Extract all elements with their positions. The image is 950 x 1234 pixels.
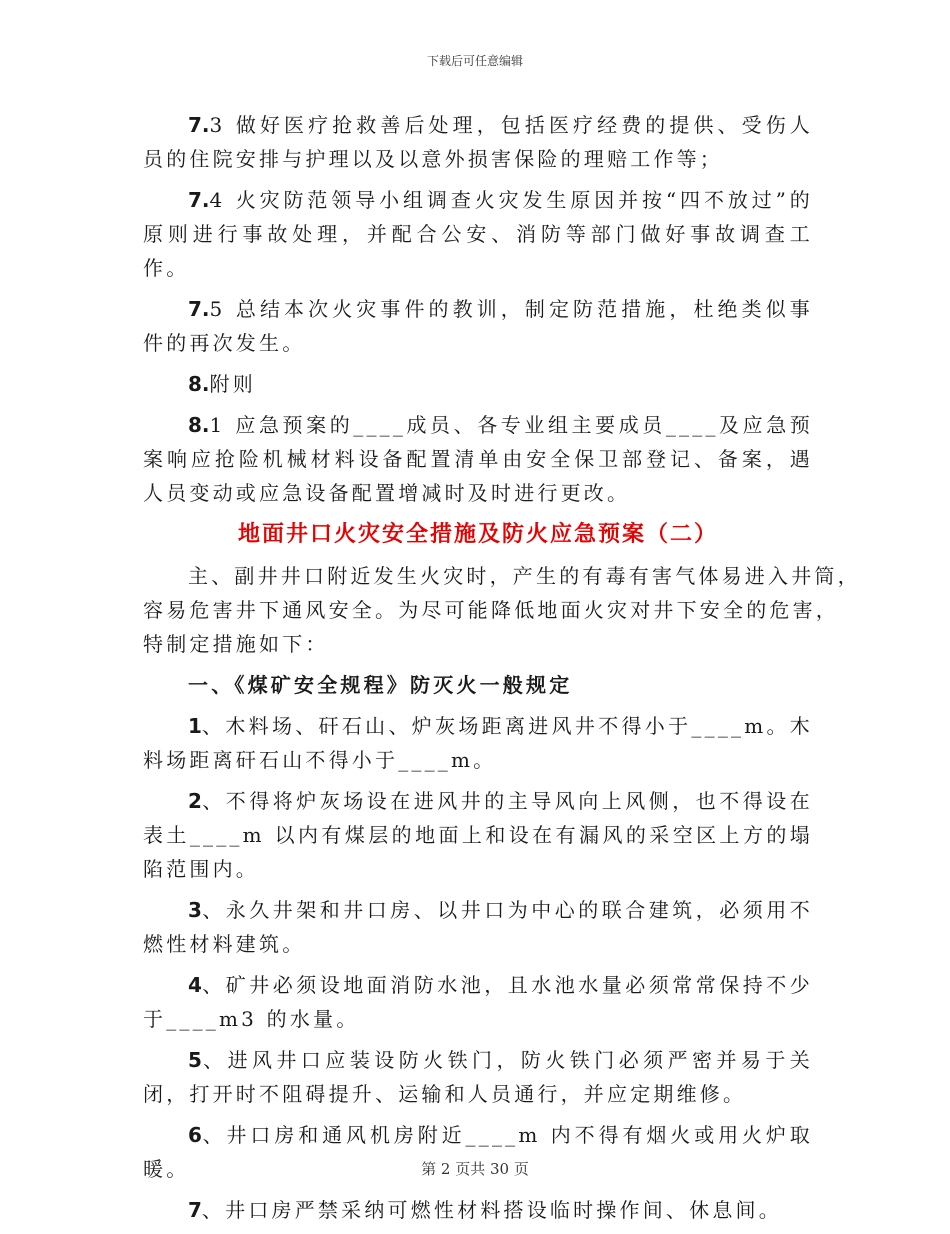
paragraph-number: 8. bbox=[188, 413, 210, 437]
rule-text: 、矿井必须设地面消防水池，且水池水量必须常常保持不少于____m3 的水量。 bbox=[143, 973, 813, 1031]
rule-item-1 bbox=[143, 709, 813, 777]
rule-number: 7 bbox=[188, 1198, 202, 1222]
rule-number: 3 bbox=[188, 898, 202, 922]
paragraph-text: 5 总结本次火灾事件的教训，制定防范措施，杜绝类似事件的再次发生。 bbox=[143, 297, 813, 355]
rule-text: 、井口房和通风机房附近____m 内不得有烟火或用火炉取暖。 bbox=[143, 1123, 813, 1181]
paragraph-7-5 bbox=[143, 292, 813, 360]
paragraph-number: 7. bbox=[188, 297, 210, 321]
paragraph-text: 1 应急预案的____成员、各专业组主要成员____及应急预案响应抢险机械材料设备配置清单由安全保卫部登记、备案，遇人员变动或应急设备配置增减时及时进行更改。 bbox=[143, 413, 813, 505]
rule-item-3 bbox=[143, 893, 813, 961]
paragraph-8-1 bbox=[143, 408, 813, 510]
paragraph-number: 7. bbox=[188, 113, 210, 137]
paragraph-7-3 bbox=[143, 108, 813, 176]
rule-number: 4 bbox=[188, 973, 202, 997]
section-intro bbox=[143, 559, 861, 661]
page-footer-number: 第 2 页共 30 页 bbox=[421, 1160, 529, 1178]
rule-item-2 bbox=[143, 784, 813, 886]
intro-line: 容易危害井下通风安全。为尽可能降低地面火灾对井下安全的危害， bbox=[143, 598, 839, 622]
paragraph-text: 4 火灾防范领导小组调查火灾发生原因并按“四不放过”的原则进行事故处理，并配合公安、消防等部门做好事故调查工作。 bbox=[143, 188, 813, 280]
paragraph-number: 7. bbox=[188, 188, 210, 212]
rule-item-4 bbox=[143, 968, 813, 1036]
section-subtitle: 一、《煤矿安全规程》防灭火一般规定 bbox=[188, 673, 573, 697]
intro-line: 特制定措施如下： bbox=[143, 632, 329, 656]
intro-line: 主、副井井口附近发生火灾时，产生的有毒有害气体易进入井筒， bbox=[188, 564, 861, 588]
rule-text: 、永久井架和井口房、以井口为中心的联合建筑，必须用不燃性材料建筑。 bbox=[143, 898, 813, 956]
rule-number: 2 bbox=[188, 789, 202, 813]
rule-number: 5 bbox=[188, 1048, 202, 1072]
rule-item-5 bbox=[143, 1043, 813, 1111]
rule-item-7 bbox=[143, 1193, 813, 1227]
document-body bbox=[143, 108, 861, 1234]
rule-text: 、木料场、矸石山、炉灰场距离进风井不得小于____m。木料场距离矸石山不得小于____m。 bbox=[143, 714, 813, 772]
rule-number: 1 bbox=[188, 714, 202, 738]
rule-text: 、井口房严禁采纳可燃性材料搭设临时操作间、休息间。 bbox=[201, 1198, 782, 1222]
rule-text: 、进风井口应装设防火铁门，防火铁门必须严密并易于关闭，打开时不阻碍提升、运输和人员通行，并应定期维修。 bbox=[143, 1048, 813, 1106]
page-header-note: 下载后可任意编辑 bbox=[426, 54, 523, 68]
paragraph-7-4 bbox=[143, 183, 813, 285]
rule-text: 、不得将炉灰场设在进风井的主导风向上风侧，也不得设在表土____m 以内有煤层的地面上和设在有漏风的采空区上方的塌陷范围内。 bbox=[143, 789, 813, 881]
rule-number: 6 bbox=[188, 1123, 202, 1147]
paragraph-text: 附则 bbox=[209, 372, 256, 396]
section-title: 地面井口火灾安全措施及防火应急预案（二） bbox=[237, 521, 718, 547]
paragraph-number: 8. bbox=[188, 372, 210, 396]
paragraph-8 bbox=[143, 367, 813, 401]
paragraph-text: 3 做好医疗抢救善后处理，包括医疗经费的提供、受伤人员的住院安排与护理以及以意外损害保险的理赔工作等； bbox=[143, 113, 813, 171]
